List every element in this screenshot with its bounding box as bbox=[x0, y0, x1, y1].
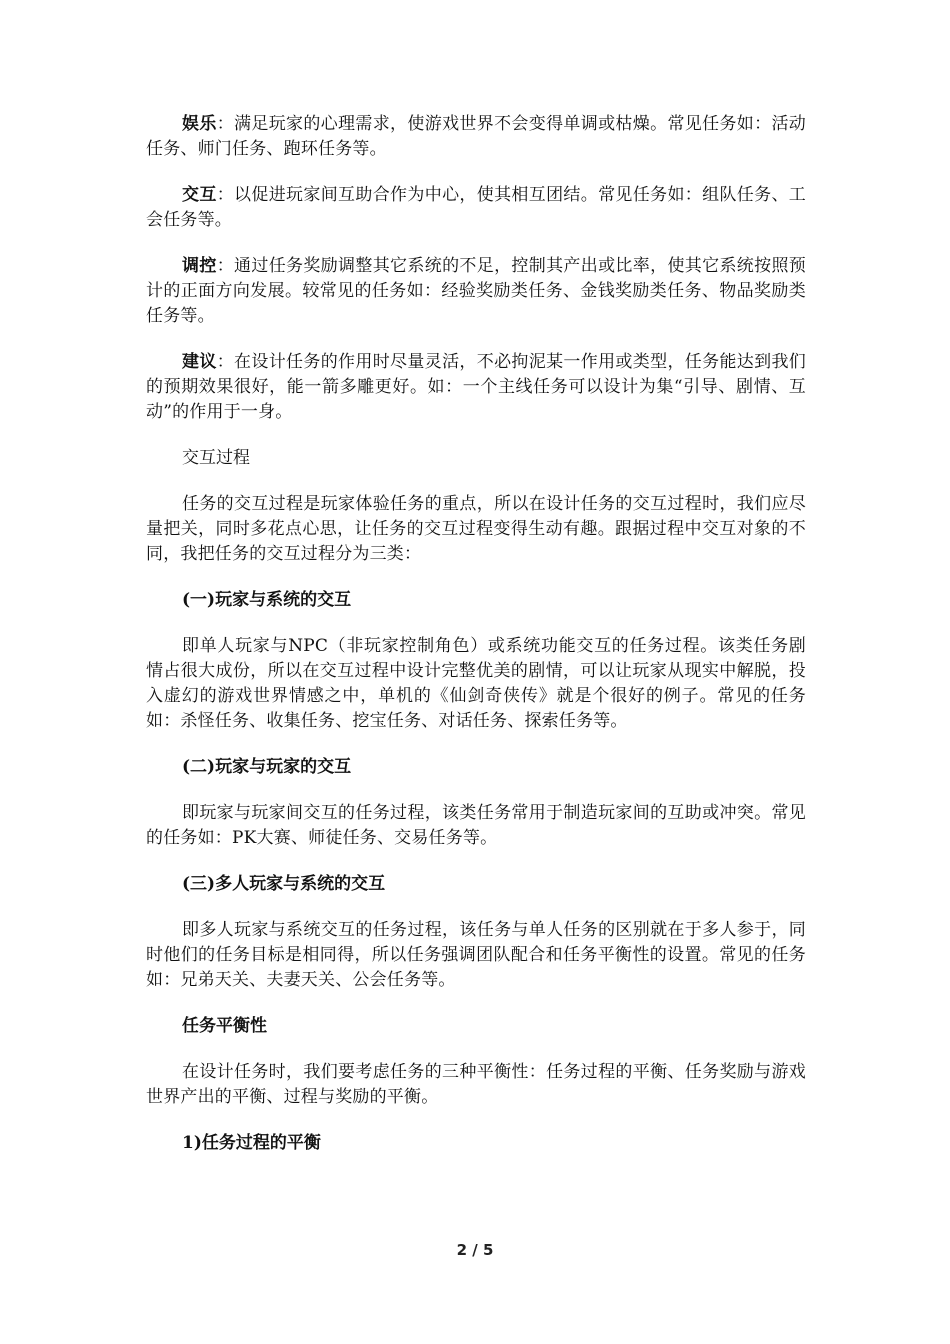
paragraph-interaction bbox=[146, 183, 806, 233]
paragraph-text: ：在设计任务的作用时尽量灵活，不必拘泥某一作用或类型，任务能达到我们的预期效果很好，能一箭多雕更好。如：一个主线任务可以设计为集“引导、剧情、互动”的作用于一身。 bbox=[146, 352, 806, 422]
term-entertainment: 娱乐 bbox=[182, 114, 217, 134]
document-page bbox=[146, 112, 806, 1177]
subheading-multiplayer-system: (三)多人玩家与系统的交互 bbox=[182, 874, 386, 894]
section-heading-interaction: 交互过程 bbox=[182, 448, 250, 468]
paragraph-player-system: 即单人玩家与NPC（非玩家控制角色）或系统功能交互的任务过程。该类任务剧情占很大成份，所以在交互过程中设计完整优美的剧情，可以让玩家从现实中解脱，投入虚幻的游戏世界情感之中，单机的《仙剑奇侠传》就是个很好的例子。常见的任务如：杀怪任务、收集任务、挖宝任务、对话任务、探索任务等。 bbox=[146, 636, 806, 731]
term-suggestion: 建议 bbox=[182, 352, 217, 372]
paragraph-player-player: 即玩家与玩家间交互的任务过程，该类任务常用于制造玩家间的互助或冲突。常见的任务如：PK大赛、师徒任务、交易任务等。 bbox=[146, 803, 806, 848]
paragraph-regulation bbox=[146, 254, 806, 329]
page-number: 2 / 5 bbox=[456, 1241, 494, 1259]
paragraph-text: ：满足玩家的心理需求，使游戏世界不会变得单调或枯燥。常见任务如：活动任务、师门任务、跑环任务等。 bbox=[146, 114, 806, 159]
paragraph-text: ：通过任务奖励调整其它系统的不足，控制其产出或比率，使其它系统按照预计的正面方向发展。较常见的任务如：经验奖励类任务、金钱奖励类任务、物品奖励类任务等。 bbox=[146, 256, 806, 326]
paragraph-balance-intro: 在设计任务时，我们要考虑任务的三种平衡性：任务过程的平衡、任务奖励与游戏世界产出的平衡、过程与奖励的平衡。 bbox=[146, 1062, 806, 1107]
paragraph-multiplayer-system: 即多人玩家与系统交互的任务过程，该任务与单人任务的区别就在于多人参于，同时他们的任务目标是相同得，所以任务强调团队配合和任务平衡性的设置。常见的任务如：兄弟天关、夫妻天关、公会任务等。 bbox=[146, 920, 806, 990]
section-heading-balance: 任务平衡性 bbox=[182, 1016, 267, 1036]
term-regulation: 调控 bbox=[182, 256, 217, 276]
paragraph-suggestion bbox=[146, 350, 806, 425]
paragraph-text: ：以促进玩家间互助合作为中心，使其相互团结。常见任务如：组队任务、工会任务等。 bbox=[146, 185, 806, 230]
paragraph-interaction-intro: 任务的交互过程是玩家体验任务的重点，所以在设计任务的交互过程时，我们应尽量把关，同时多花点心思，让任务的交互过程变得生动有趣。跟据过程中交互对象的不同，我把任务的交互过程分为三类： bbox=[146, 494, 806, 564]
subheading-process-balance: 1)任务过程的平衡 bbox=[182, 1133, 321, 1153]
paragraph-entertainment bbox=[146, 112, 806, 162]
subheading-player-system: (一)玩家与系统的交互 bbox=[182, 590, 352, 610]
subheading-player-player: (二)玩家与玩家的交互 bbox=[182, 757, 352, 777]
term-interaction: 交互 bbox=[182, 185, 217, 205]
